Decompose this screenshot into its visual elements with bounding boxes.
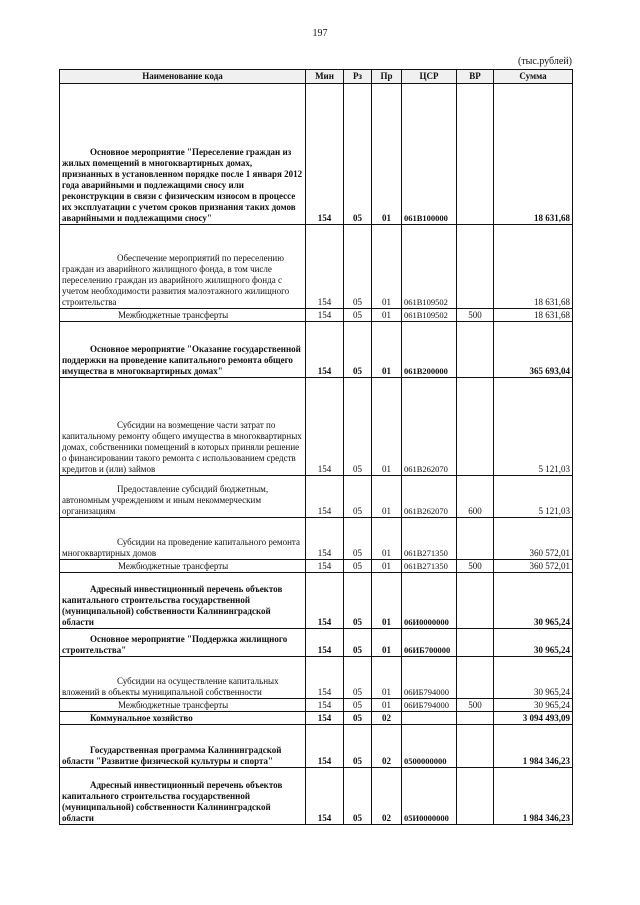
- header-min: Мин: [306, 70, 344, 84]
- row-csr: 0500000000: [402, 725, 457, 768]
- row-min: 154: [306, 699, 344, 712]
- row-csr: 061В271350: [402, 560, 457, 573]
- header-pr: Пр: [372, 70, 402, 84]
- row-name: Межбюджетные трансферты: [60, 309, 306, 322]
- table-row: [60, 560, 573, 573]
- row-csr: 061В262070: [402, 378, 457, 476]
- row-name: Обеспечение мероприятий по переселению граждан из аварийного жилищного фонда, в том числе переселению граждан из аварийного жилищного фонда с учетом необходимости развития малоэтажного жилищного строительства: [60, 225, 306, 309]
- row-vr: 600: [457, 476, 494, 518]
- row-rz: 05: [344, 699, 372, 712]
- table-row: [60, 725, 573, 768]
- table-row: [60, 518, 573, 560]
- row-name: Коммунальное хозяйство: [60, 712, 306, 725]
- row-rz: 05: [344, 629, 372, 657]
- row-rz: 05: [344, 518, 372, 560]
- row-rz: 05: [344, 309, 372, 322]
- row-rz: 05: [344, 476, 372, 518]
- row-vr: [457, 629, 494, 657]
- table-row: [60, 573, 573, 629]
- row-sum: 5 121,03: [494, 476, 573, 518]
- table-row: [60, 699, 573, 712]
- row-csr: 06ИБ794000: [402, 657, 457, 699]
- row-name: Государственная программа Калининградской области "Развитие физической культуры и спорта": [60, 725, 306, 768]
- row-csr: 061В109502: [402, 309, 457, 322]
- row-vr: [457, 322, 494, 378]
- row-pr: 01: [372, 84, 402, 225]
- row-rz: 05: [344, 768, 372, 825]
- table-row: [60, 768, 573, 825]
- row-min: 154: [306, 84, 344, 225]
- row-sum: 360 572,01: [494, 560, 573, 573]
- row-name: Межбюджетные трансферты: [60, 560, 306, 573]
- row-rz: 05: [344, 84, 372, 225]
- row-vr: 500: [457, 699, 494, 712]
- row-rz: 05: [344, 560, 372, 573]
- table-row: [60, 657, 573, 699]
- row-csr: 061В271350: [402, 518, 457, 560]
- row-vr: [457, 225, 494, 309]
- row-sum: 18 631,68: [494, 225, 573, 309]
- row-name: Адресный инвестиционный перечень объектов капитального строительства государственной (муниципальной) собственности Калининградской области: [60, 768, 306, 825]
- row-sum: 1 984 346,23: [494, 725, 573, 768]
- row-sum: 365 693,04: [494, 322, 573, 378]
- row-csr: 06И0000000: [402, 573, 457, 629]
- table-row: [60, 225, 573, 309]
- header-csr: ЦСР: [402, 70, 457, 84]
- row-csr: 06ИБ700000: [402, 629, 457, 657]
- row-sum: 360 572,01: [494, 518, 573, 560]
- row-rz: 05: [344, 322, 372, 378]
- row-min: 154: [306, 725, 344, 768]
- table-row: [60, 322, 573, 378]
- row-csr: 061В100000: [402, 84, 457, 225]
- row-pr: 01: [372, 322, 402, 378]
- row-name: Адресный инвестиционный перечень объектов капитального строительства государственной (муниципальной) собственности Калининградской области: [60, 573, 306, 629]
- row-pr: 02: [372, 768, 402, 825]
- header-name: Наименование кода: [60, 70, 306, 84]
- row-min: 154: [306, 476, 344, 518]
- row-vr: [457, 657, 494, 699]
- row-name: Субсидии на осуществление капитальных вложений в объекты муниципальной собственности: [60, 657, 306, 699]
- row-rz: 05: [344, 725, 372, 768]
- row-pr: 02: [372, 712, 402, 725]
- row-vr: [457, 712, 494, 725]
- row-csr: 06ИБ794000: [402, 699, 457, 712]
- row-pr: 02: [372, 725, 402, 768]
- row-min: 154: [306, 657, 344, 699]
- row-sum: 3 094 493,09: [494, 712, 573, 725]
- row-name: Основное мероприятие "Оказание государственной поддержки на проведение капитального ремонта общего имущества в многоквартирных домах": [60, 322, 306, 378]
- row-pr: 01: [372, 378, 402, 476]
- table-row: [60, 84, 573, 225]
- row-min: 154: [306, 322, 344, 378]
- table-row: [60, 712, 573, 725]
- row-rz: 05: [344, 573, 372, 629]
- table-row: [60, 309, 573, 322]
- page-number: 197: [312, 28, 328, 39]
- row-pr: 01: [372, 225, 402, 309]
- row-pr: 01: [372, 560, 402, 573]
- row-vr: [457, 518, 494, 560]
- row-csr: 061В200000: [402, 322, 457, 378]
- row-pr: 01: [372, 309, 402, 322]
- row-min: 154: [306, 225, 344, 309]
- row-min: 154: [306, 768, 344, 825]
- row-min: 154: [306, 309, 344, 322]
- row-csr: [402, 712, 457, 725]
- row-min: 154: [306, 378, 344, 476]
- row-sum: 30 965,24: [494, 699, 573, 712]
- row-vr: 500: [457, 309, 494, 322]
- row-pr: 01: [372, 657, 402, 699]
- row-pr: 01: [372, 699, 402, 712]
- table-row: [60, 378, 573, 476]
- row-rz: 05: [344, 225, 372, 309]
- row-min: 154: [306, 573, 344, 629]
- row-sum: 18 631,68: [494, 309, 573, 322]
- row-min: 154: [306, 560, 344, 573]
- row-sum: 30 965,24: [494, 629, 573, 657]
- row-sum: 5 121,03: [494, 378, 573, 476]
- row-rz: 05: [344, 712, 372, 725]
- row-sum: 18 631,68: [494, 84, 573, 225]
- row-vr: [457, 84, 494, 225]
- row-vr: [457, 725, 494, 768]
- row-csr: 061В262070: [402, 476, 457, 518]
- units-label: (тыс.рублей): [517, 56, 572, 67]
- row-vr: [457, 378, 494, 476]
- row-vr: 500: [457, 560, 494, 573]
- row-csr: 061В109502: [402, 225, 457, 309]
- row-name: Межбюджетные трансферты: [60, 699, 306, 712]
- header-rz: Рз: [344, 70, 372, 84]
- table-row: [60, 476, 573, 518]
- row-name: Субсидии на возмещение части затрат по капитальному ремонту общего имущества в многоквартирных домах, собственники помещений в которых приняли решение о финансировании такого ремонта с использованием средств кредитов и (или) займов: [60, 378, 306, 476]
- row-sum: 30 965,24: [494, 573, 573, 629]
- row-min: 154: [306, 518, 344, 560]
- row-name: Основное мероприятие "Переселение граждан из жилых помещений в многоквартирных домах, признанных в установленном порядке после 1 января 2012 года аварийными и подлежащими сносу или реконструкции в связи с физическим износом в процессе их эксплуатации с учетом сроков признания таких домов аварийными и подлежащими сносу": [60, 84, 306, 225]
- row-min: 154: [306, 712, 344, 725]
- row-csr: 05И0000000: [402, 768, 457, 825]
- row-rz: 05: [344, 378, 372, 476]
- row-sum: 1 984 346,23: [494, 768, 573, 825]
- header-sum: Сумма: [494, 70, 573, 84]
- row-pr: 01: [372, 573, 402, 629]
- row-sum: 30 965,24: [494, 657, 573, 699]
- row-name: Основное мероприятие "Поддержка жилищного строительства": [60, 629, 306, 657]
- row-name: Предоставление субсидий бюджетным, автономным учреждениям и иным некоммерческим организациям: [60, 476, 306, 518]
- header-vr: ВР: [457, 70, 494, 84]
- row-pr: 01: [372, 629, 402, 657]
- row-pr: 01: [372, 476, 402, 518]
- row-min: 154: [306, 629, 344, 657]
- row-name: Субсидии на проведение капитального ремонта многоквартирных домов: [60, 518, 306, 560]
- row-pr: 01: [372, 518, 402, 560]
- row-vr: [457, 573, 494, 629]
- row-vr: [457, 768, 494, 825]
- header-row: [60, 70, 573, 84]
- row-rz: 05: [344, 657, 372, 699]
- budget-table: [59, 69, 573, 825]
- table-row: [60, 629, 573, 657]
